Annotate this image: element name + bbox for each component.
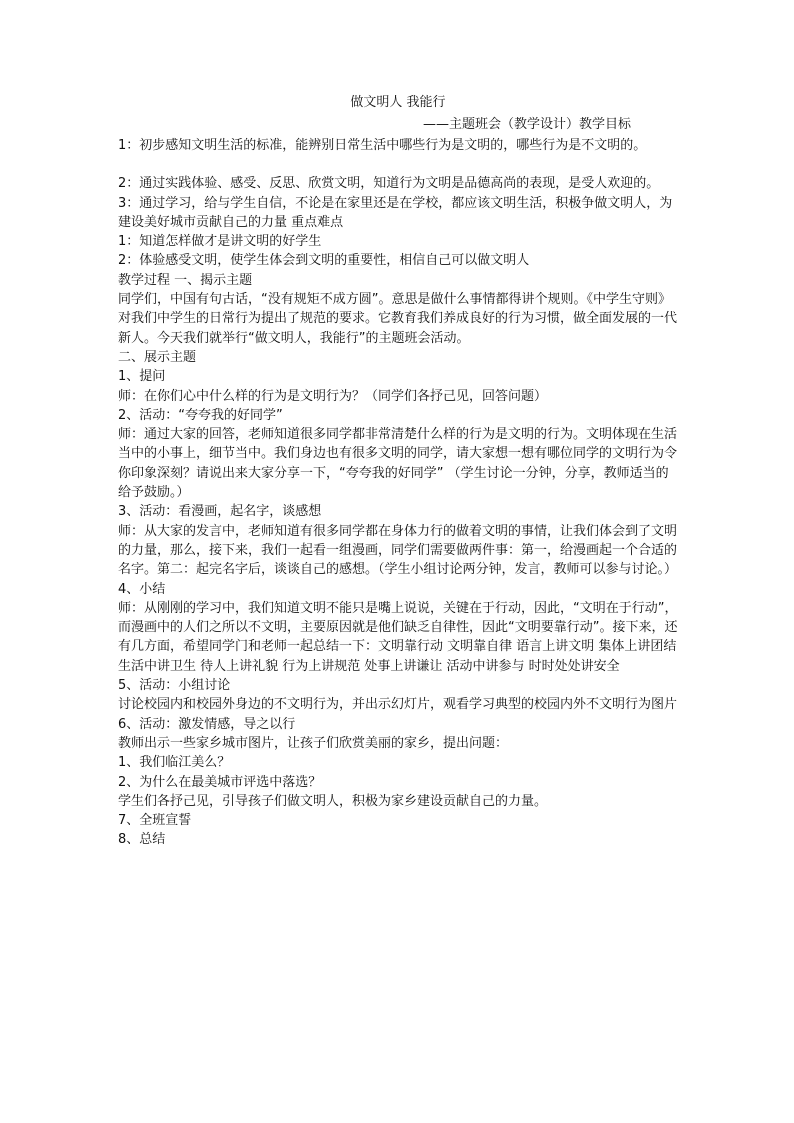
document-subtitle: ——主题班会（教学设计）教学目标 bbox=[422, 117, 631, 132]
paragraph-activity-2: 师：通过大家的回答，老师知道很多同学都非常清楚什么样的行为是文明的行为。文明体现在生活当中的小事上，细节当中。我们身边也有很多文明的同学，请大家想一想有哪位同学的文明行为令你印象深刻？请说出来大家分享一下，“夸夸我的好同学” （学生讨论一分钟，分享，教师适当的给予鼓励。） bbox=[118, 427, 678, 501]
item-heading-8: 8、总结 bbox=[118, 832, 166, 848]
paragraph-response: 学生们各抒己见，引导孩子们做文明人，积极为家乡建设贡献自己的力量。 bbox=[118, 793, 548, 809]
item-heading-6: 6、活动：激发情感，导之以行 bbox=[118, 716, 296, 732]
paragraph-objective-1: 1：初步感知文明生活的标准，能辨别日常生活中哪些行为是文明的，哪些行为是不文明的。 bbox=[118, 138, 647, 153]
paragraph-activity-3: 师：从大家的发言中，老师知道有很多同学都在身体力行的做着文明的事情，让我们体会到了文明的力量，那么，接下来，我们一起看一组漫画，同学们需要做两件事：第一，给漫画起一个合适的名字。第二：起完名字后，谈谈自己的感想。（学生小组讨论两分钟，发言，教师可以参与讨论。） bbox=[118, 523, 678, 578]
question-1: 1、我们临江美么？ bbox=[118, 755, 231, 771]
item-heading-7: 7、全班宣誓 bbox=[118, 813, 192, 829]
item-heading-4: 4、小结 bbox=[118, 581, 166, 597]
paragraph-activity-6: 教师出示一些家乡城市图片，让孩子们欣赏美丽的家乡，提出问题： bbox=[118, 735, 509, 751]
document-title: 做文明人 我能行 bbox=[350, 95, 446, 110]
paragraph-keypoint-2: 2：体验感受文明，使学生体会到文明的重要性，相信自己可以做文明人 bbox=[118, 253, 530, 269]
paragraph-intro: 同学们，中国有句古话，“没有规矩不成方圆”。意思是做什么事情都得讲个规则。《中学生守则》对我们中学生的日常行为提出了规范的要求。它教育我们养成良好的行为习惯，做全面发展的一代新人。今天我们就举行“做文明人，我能行”的主题班会活动。 bbox=[118, 292, 678, 346]
item-heading-3: 3、活动：看漫画，起名字，谈感想 bbox=[118, 504, 322, 520]
paragraph-activity-5: 讨论校园内和校园外身边的不文明行为，并出示幻灯片，观看学习典型的校园内外不文明行为图片 bbox=[118, 697, 678, 713]
item-heading-2: 2、活动：“夸夸我的好同学” bbox=[118, 407, 283, 423]
item-heading-1: 1、提问 bbox=[118, 369, 166, 385]
item-heading-5: 5、活动：小组讨论 bbox=[118, 678, 231, 694]
paragraph-summary: 师：从刚刚的学习中，我们知道文明不能只是嘴上说说，关键在于行动，因此，“文明在于行动”，而漫画中的人们之所以不文明，主要原因就是他们缺乏自律性，因此“文明要靠行动”。接下来，还有几方面，希望同学门和老师一起总结一下：文明靠行动 文明靠自律 语言上讲文明 集体上讲团结 生活中讲卫生 待人上讲礼貌 行为上讲规范 处事上讲谦让 活动中讲参与 时时处处讲安全 bbox=[118, 600, 678, 674]
paragraph-objective-3: 3：通过学习，给与学生自信，不论是在家里还是在学校，都应该文明生活，积极争做文明人，为建设美好城市贡献自己的力量 重点难点 bbox=[118, 195, 673, 230]
paragraph-keypoint-1: 1：知道怎样做才是讲文明的好学生 bbox=[118, 234, 322, 250]
question-2: 2、为什么在最美城市评选中落选？ bbox=[118, 774, 322, 790]
paragraph-objective-2: 2：通过实践体验、感受、反思、欣赏文明，知道行为文明是品德高尚的表现，是受人欢迎的。 bbox=[118, 176, 660, 192]
section-heading-2: 二、展示主题 bbox=[118, 349, 197, 365]
document-page bbox=[118, 93, 678, 850]
section-heading-process: 教学过程 一、揭示主题 bbox=[118, 272, 253, 288]
paragraph-question: 师：在你们心中什么样的行为是文明行为？（同学们各抒己见，回答问题） bbox=[118, 388, 548, 404]
blank-line bbox=[118, 155, 678, 174]
